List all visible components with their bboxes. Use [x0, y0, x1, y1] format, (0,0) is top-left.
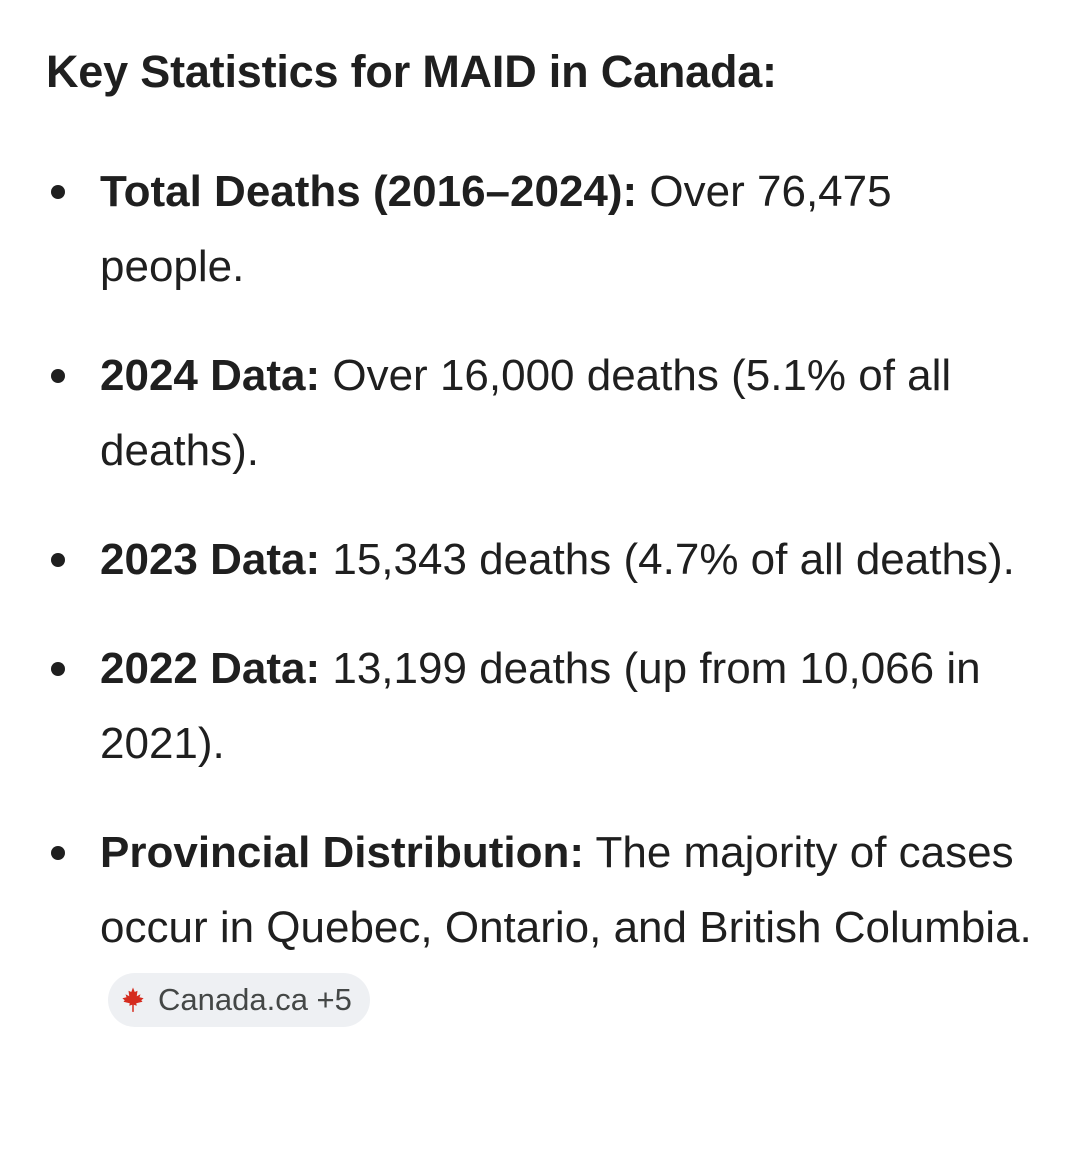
- page-title: Key Statistics for MAID in Canada:: [46, 46, 777, 97]
- item-label: 2022 Data:: [100, 644, 321, 693]
- item-text: Over 76,475 people.: [100, 167, 892, 291]
- list-item: [0, 154, 1080, 304]
- bullet-icon: [51, 553, 65, 567]
- item-label: 2023 Data:: [100, 535, 321, 584]
- item-label: Provincial Distribution:: [100, 828, 585, 877]
- item-text: Over 16,000 deaths (5.1% of all deaths).: [100, 351, 952, 475]
- source-chip-label: Canada.ca +5: [158, 982, 352, 1018]
- item-label: Total Deaths (2016–2024):: [100, 167, 638, 216]
- bullet-icon: [51, 369, 65, 383]
- source-chip[interactable]: [108, 973, 370, 1027]
- statistics-list: [0, 154, 1080, 1074]
- bullet-icon: [51, 185, 65, 199]
- item-text: 13,199 deaths (up from 10,066 in 2021).: [100, 644, 981, 768]
- list-item: [0, 338, 1080, 488]
- maple-leaf-icon: [118, 985, 148, 1015]
- item-text: The majority of cases occur in Quebec, Ontario, and British Columbia.: [100, 828, 1032, 952]
- bullet-icon: [51, 662, 65, 676]
- item-label: 2024 Data:: [100, 351, 321, 400]
- item-text: 15,343 deaths (4.7% of all deaths).: [320, 535, 1015, 584]
- bullet-icon: [51, 846, 65, 860]
- list-item: [0, 522, 1080, 597]
- list-item: [0, 631, 1080, 781]
- list-item: [0, 815, 1080, 1040]
